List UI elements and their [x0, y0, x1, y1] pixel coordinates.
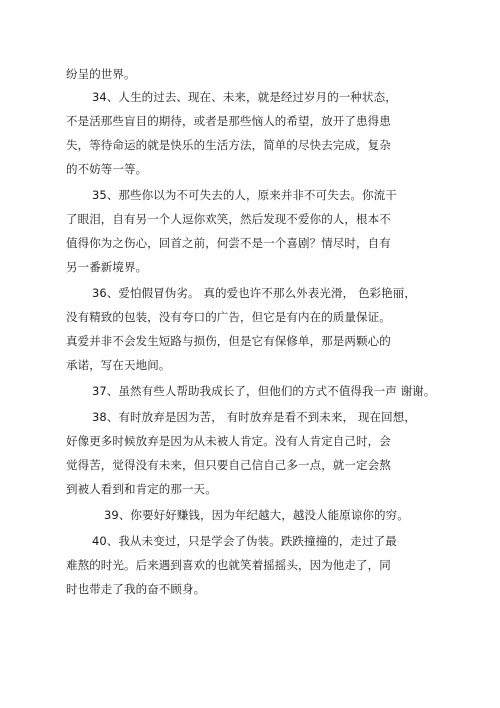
text-line: 真爱并非不会发生短路与损伤，但是它有保修单，那是两颗心的 [66, 334, 391, 348]
text-line: 到被人看到和肯定的那一天。 [66, 482, 217, 496]
text-line: 觉得苦，觉得没有未来，但只要自己信自己多一点，就一定会熬 [66, 458, 391, 472]
text-line: 不是活那些盲目的期待，或者是那些恼人的希望，放开了患得患 [66, 114, 391, 128]
text-line: 了眼泪，自有另一个人逗你欢笑，然后发现不爱你的人，根本不 [66, 212, 391, 226]
text-line: 好像更多时候放弃是因为从未被人肯定。没有人肯定自己时，会 [66, 434, 391, 448]
text-line: 的不妨等一等。 [66, 162, 148, 176]
text-line: 39、你要好好赚钱，因为年纪越大，越没人能原谅你的穷。 [104, 508, 409, 522]
text-line: 失，等待命运的就是快乐的生活方法，简单的尽快去完成，复杂 [66, 138, 391, 152]
text-line: 难熬的时光。后来遇到喜欢的也就笑着摇摇头，因为他走了，同 [66, 558, 391, 572]
text-line: 承诺，写在天地间。 [66, 358, 171, 372]
text-line: 值得你为之伤心，回首之前，何尝不是一个喜剧？情尽时，自有 [66, 236, 391, 250]
text-line: 35、那些你以为不可失去的人，原来并非不可失去。你流干 [92, 188, 397, 202]
text-line: 36、爱怕假冒伪劣。 真的爱也许不那么外表光滑， 色彩艳丽， [92, 286, 416, 300]
text-line: 40、我从未变过，只是学会了伪装。跌跌撞撞的，走过了最 [92, 534, 397, 548]
text-line: 时也带走了我的奋不顾身。 [66, 582, 206, 596]
text-line: 37、虽然有些人帮助我成长了，但他们的方式不值得我一声 谢谢。 [92, 384, 436, 398]
text-line: 没有精致的包装，没有夸口的广告，但它是有内在的质量保证。 [66, 310, 391, 324]
text-line: 纷呈的世界。 [66, 67, 136, 81]
text-line: 另一番新境界。 [66, 260, 148, 274]
text-line: 38、有时放弃是因为苦， 有时放弃是看不到未来， 现在回想， [92, 410, 416, 424]
text-line: 34、人生的过去、现在、未来，就是经过岁月的一种状态， [92, 90, 397, 104]
